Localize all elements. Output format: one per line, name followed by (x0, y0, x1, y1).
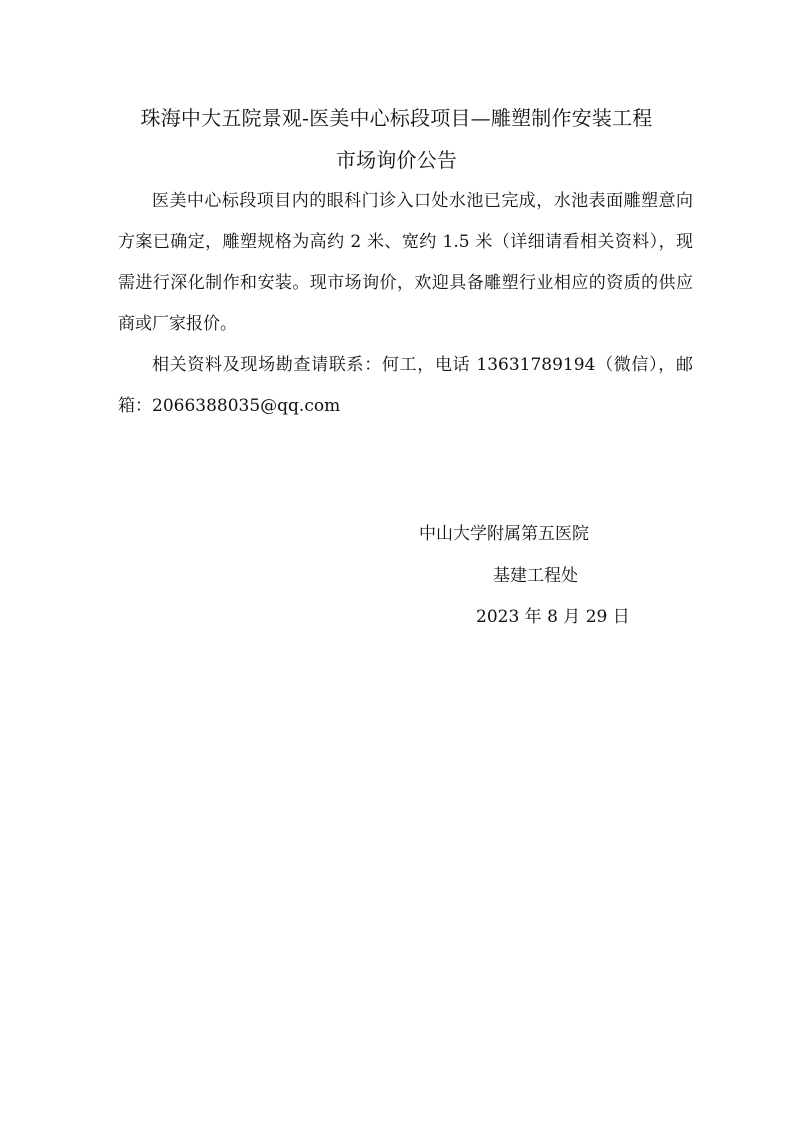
document-subtitle: 市场询价公告 (335, 148, 458, 172)
announcement-paragraph: 医美中心标段项目内的眼科门诊入口处水池已完成，水池表面雕塑意向方案已确定，雕塑规格为高约 2 米、宽约 1.5 米（详细请看相关资料），现需进行深化制作和安装。现市场询价，欢迎具备雕塑行业相应的资质的供应商或厂家报价。 (118, 191, 693, 334)
signature-department: 基建工程处 (493, 566, 578, 586)
document-title: 珠海中大五院景观-医美中心标段项目—雕塑制作安装工程 (140, 106, 653, 130)
contact-paragraph: 相关资料及现场勘查请联系：何工，电话 13631789194（微信），邮箱：2066388035@qq.com (118, 355, 693, 416)
signature-organization: 中山大学附属第五医院 (419, 524, 589, 544)
signature-date: 2023 年 8 月 29 日 (476, 607, 630, 627)
